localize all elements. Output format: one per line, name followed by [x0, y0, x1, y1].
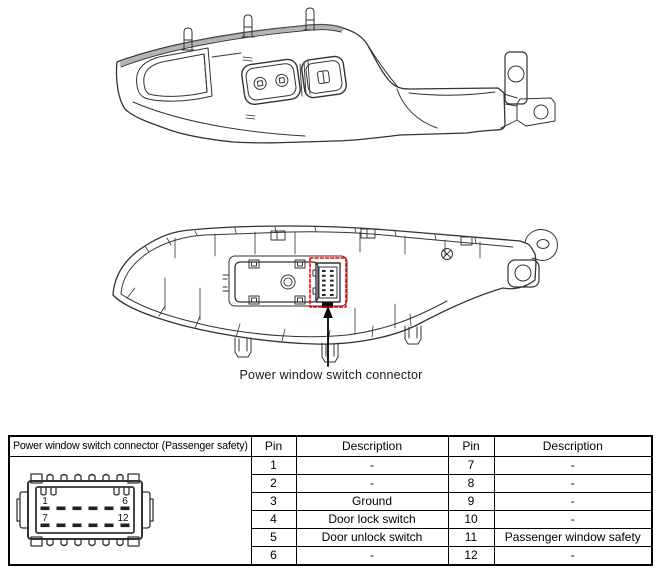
pin-cell: 10	[448, 510, 494, 528]
description-cell: -	[494, 510, 652, 528]
screw-boss	[442, 249, 453, 260]
description-cell: Passenger window safety	[494, 528, 652, 546]
pin-cell: 2	[251, 474, 296, 492]
column-header-description-left: Description	[296, 436, 448, 456]
mounting-bracket	[501, 52, 555, 128]
description-cell: -	[296, 474, 448, 492]
pin-number-12: 12	[117, 513, 129, 524]
pin-number-6: 6	[122, 496, 128, 507]
pin-row-bottom	[41, 524, 130, 528]
connector-pin-diagram	[10, 465, 160, 555]
description-cell: -	[494, 492, 652, 510]
pin-cell: 6	[251, 546, 296, 565]
connector-pin-diagram-cell	[9, 456, 251, 565]
pin-number-1: 1	[42, 496, 48, 507]
pinout-table	[8, 435, 653, 566]
description-cell: Ground	[296, 492, 448, 510]
column-header-description-right: Description	[494, 436, 652, 456]
pin-cell: 5	[251, 528, 296, 546]
column-header-pin-left: Pin	[251, 436, 296, 456]
description-cell: -	[494, 546, 652, 565]
pin-cell: 12	[448, 546, 494, 565]
rear-mounting-tabs	[508, 230, 557, 287]
column-header-pin-right: Pin	[448, 436, 494, 456]
power-window-switch-connector	[313, 263, 340, 308]
window-switch-knob	[240, 58, 301, 105]
pin-cell: 3	[251, 492, 296, 510]
description-cell: -	[494, 474, 652, 492]
description-cell: -	[296, 546, 448, 565]
pin-cell: 1	[251, 456, 296, 474]
door-lock-knob	[301, 55, 348, 98]
switch-assembly-bottom-view	[105, 218, 560, 385]
pin-row-top	[41, 507, 130, 511]
connector-callout-label: Power window switch connector	[239, 368, 423, 382]
pin-number-7: 7	[42, 513, 48, 524]
description-cell: Door lock switch	[296, 510, 448, 528]
description-cell: -	[296, 456, 448, 474]
pin-cell: 7	[448, 456, 494, 474]
pin-cell: 11	[448, 528, 494, 546]
description-cell: -	[494, 456, 652, 474]
description-cell: Door unlock switch	[296, 528, 448, 546]
pin-cell: 4	[251, 510, 296, 528]
pin-cell: 9	[448, 492, 494, 510]
switch-assembly-top-view	[105, 2, 560, 162]
connector-title: Power window switch connector (Passenger safety)	[9, 436, 251, 456]
pin-cell: 8	[448, 474, 494, 492]
